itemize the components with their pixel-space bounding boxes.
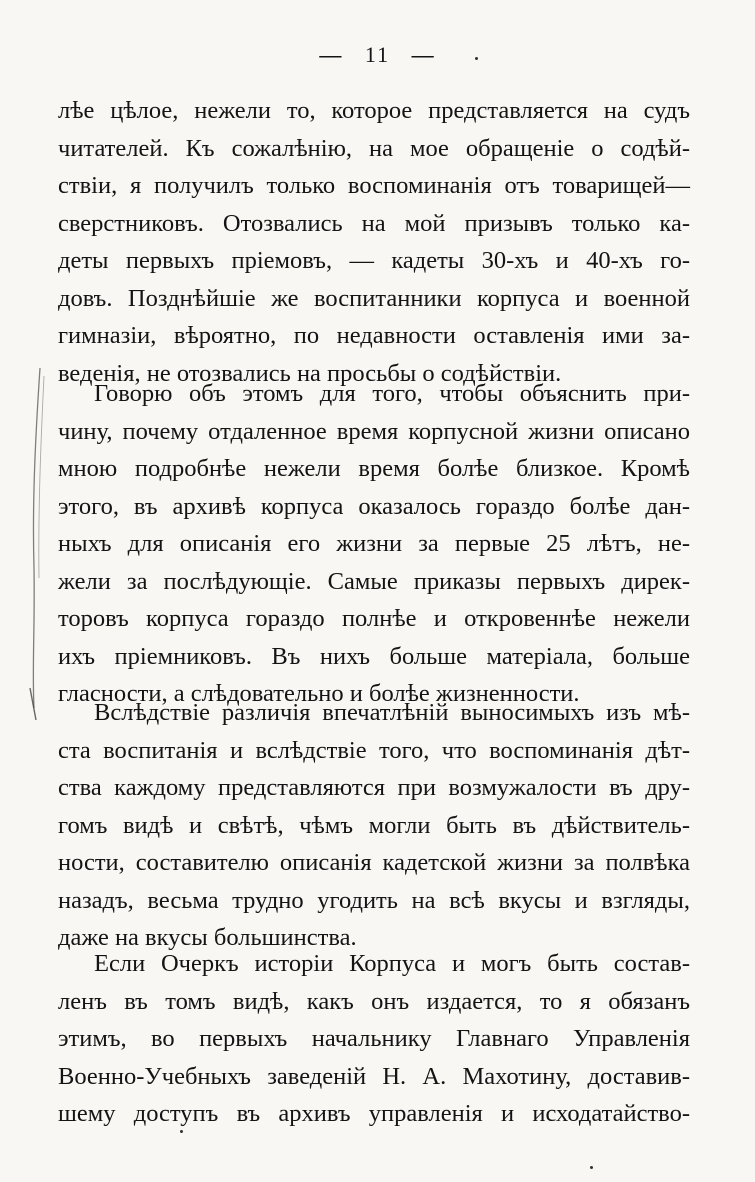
header-dash-right: — — [411, 42, 436, 67]
text-line: ныхъ для описанія его жизни за первые 25 лѣтъ, не- — [58, 530, 690, 557]
text-line: жели за послѣдующіе. Самые приказы первыхъ дирек- — [58, 567, 690, 595]
page-header — [0, 42, 755, 68]
text-line: мною подробнѣе нежели время болѣе близкое. Кромѣ — [58, 455, 690, 482]
text-line: этого, въ архивѣ корпуса оказалось гораздо болѣе дан- — [58, 492, 690, 520]
text-line: назадъ, весьма трудно угодить на всѣ вкусы и взгляды, — [58, 886, 690, 914]
text-line: лѣе цѣлое, нежели то, которое представляется на судъ — [58, 97, 690, 124]
text-line: шему доступъ въ архивъ управленія и исходатайство- — [58, 1100, 690, 1127]
text-line: торовъ корпуса гораздо полнѣе и откровеннѣе нежели — [58, 605, 690, 632]
pencil-margin-mark — [22, 368, 46, 728]
text-line: чину, почему отдаленное время корпусной жизни описано — [58, 417, 690, 445]
paragraph-4 — [58, 945, 690, 1133]
header-dash-left: — — [319, 42, 344, 67]
text-line: веденія, не отозвались на просьбы о содѣйствіи. — [58, 359, 562, 387]
text-line: даже на вкусы большинства. — [58, 924, 357, 951]
paper-speck — [590, 1166, 593, 1169]
text-line: гимназіи, вѣроятно, по недавности оставленія ими за- — [58, 322, 690, 349]
text-line: ста воспитанія и вслѣдствіе того, что воспоминанія дѣт- — [58, 736, 690, 764]
text-line: Если Очеркъ исторіи Корпуса и могъ быть состав- — [94, 950, 690, 977]
paragraph-1 — [58, 92, 690, 392]
paragraph-2 — [58, 375, 690, 713]
paper-speck — [180, 1130, 183, 1133]
text-line: деты первыхъ пріемовъ, — кадеты 30-хъ и 40-хъ го- — [58, 247, 690, 274]
text-line: этимъ, во первыхъ начальнику Главнаго Управленія — [58, 1025, 690, 1052]
text-line: сверстниковъ. Отозвались на мой призывъ только ка- — [58, 209, 690, 237]
text-line: Говорю объ этомъ для того, чтобы объяснить при- — [94, 380, 690, 407]
text-line: ности, составителю описанія кадетской жизни за полвѣка — [58, 849, 690, 876]
text-line: довъ. Позднѣйшіе же воспитанники корпуса и военной — [58, 284, 690, 312]
page-number: 11 — [364, 42, 391, 67]
text-line: ствіи, я получилъ только воспоминанія отъ товарищей— — [58, 172, 690, 199]
text-line: ихъ пріемниковъ. Въ нихъ больше матеріала, больше — [58, 642, 690, 670]
text-line: гомъ видѣ и свѣтѣ, чѣмъ могли быть въ дѣйствитель- — [58, 811, 690, 839]
text-line: Военно-Учебныхъ заведеній Н. А. Махотину, доставив- — [58, 1062, 690, 1090]
paper-speck — [475, 57, 478, 60]
paragraph-3 — [58, 694, 690, 957]
text-line: Вслѣдствіе различія впечатлѣній выносимыхъ изъ мѣ- — [94, 699, 690, 726]
text-line: ства каждому представляются при возмужалости въ дру- — [58, 774, 690, 801]
text-line: гласности, а слѣдовательно и болѣе жизненности. — [58, 680, 580, 707]
text-line: ленъ въ томъ видѣ, какъ онъ издается, то я обязанъ — [58, 987, 690, 1015]
text-line: читателей. Къ сожалѣнію, на мое обращеніе о содѣй- — [58, 134, 690, 162]
